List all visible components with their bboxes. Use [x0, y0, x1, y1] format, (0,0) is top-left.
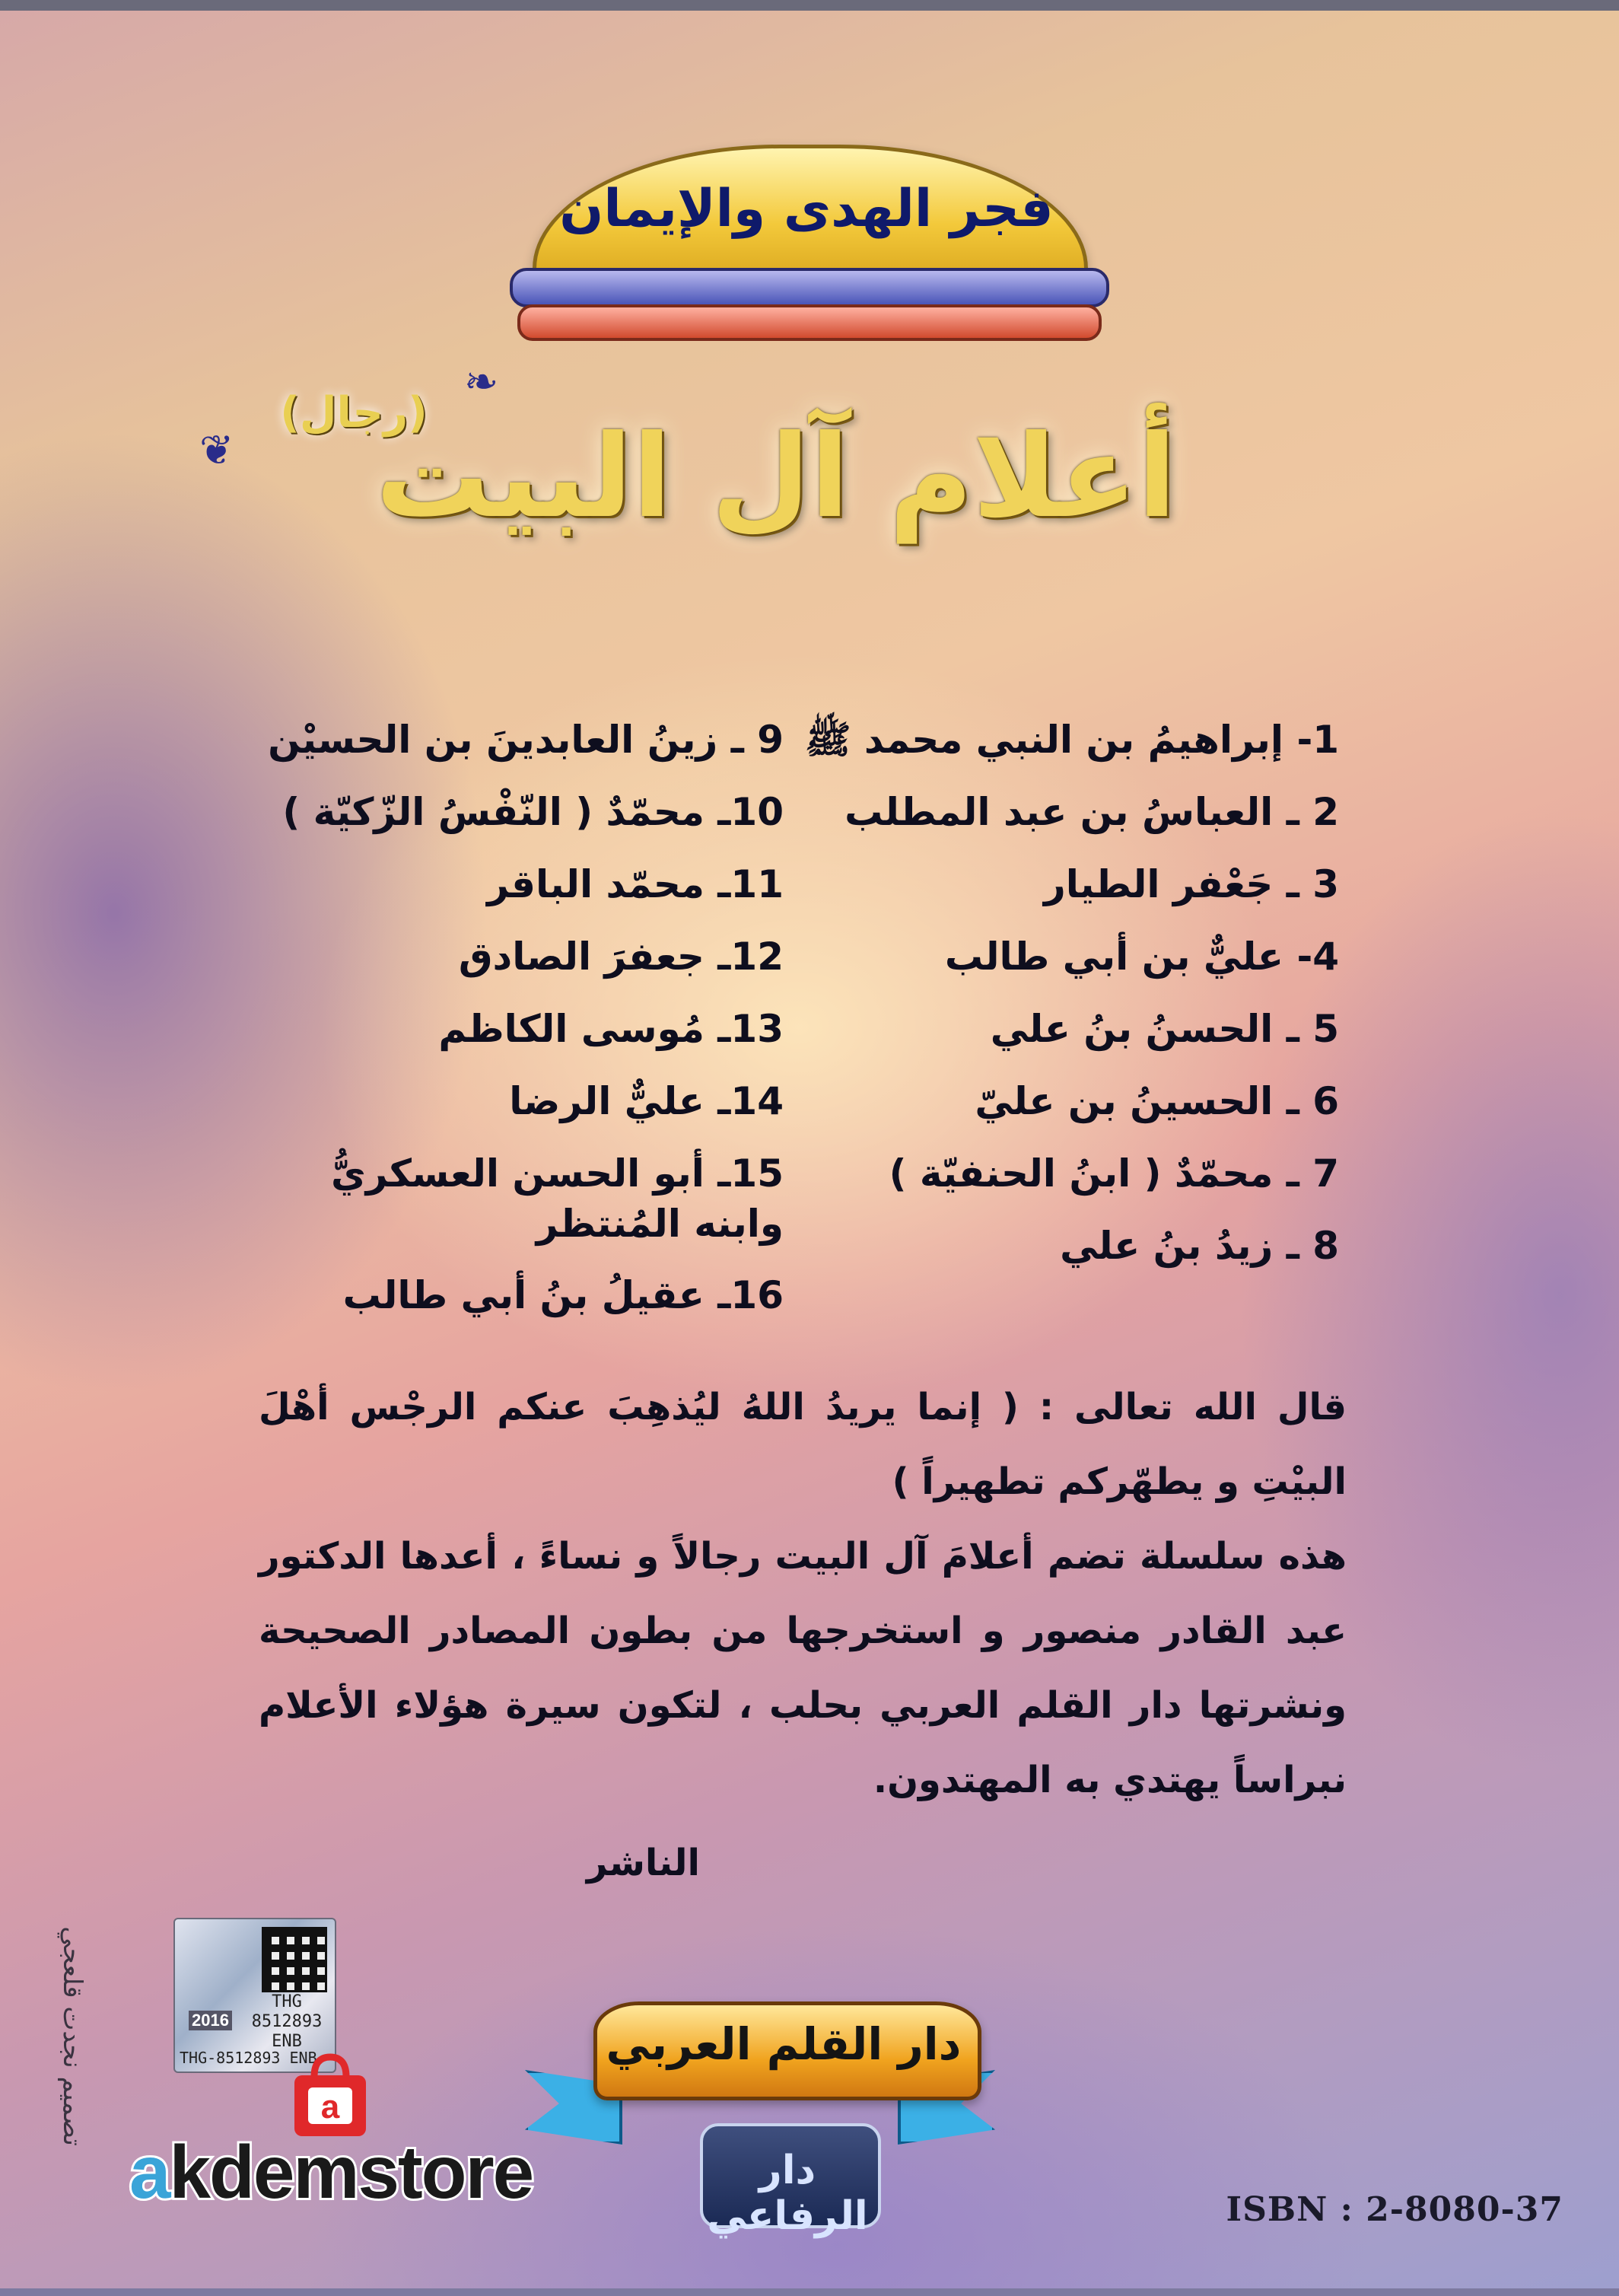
list-item: 1- إبراهيمُ بن النبي محمد ﷺ [805, 718, 1339, 762]
isbn-number: ISBN : 2-8080-37 [1226, 2190, 1563, 2229]
list-item: 10ـ محمّدٌ ( النّفْسُ الزّكيّة ) [282, 790, 784, 834]
publisher-name: دار القلم العربي [606, 2018, 962, 2070]
bottom-edge [0, 2288, 1619, 2296]
quran-quote: قال الله تعالى : ( إنما يريدُ اللهُ ليُذهِبَ عنكم الرجْس أهْلَ البيْتِ و يطهّركم تطهيراً ) [259, 1386, 1347, 1503]
svg-text:a: a [320, 2088, 340, 2126]
list-item: 14ـ عليٌّ الرضا [509, 1079, 784, 1123]
sticker-code: THG 8512893 ENB [251, 1992, 323, 2051]
list-item: 11ـ محمّد الباقر [487, 862, 784, 906]
hologram-sticker [173, 1918, 336, 2073]
titles-list-left [251, 704, 784, 1332]
list-item: 9 ـ زينُ العابدينَ بن الحسيْن [268, 718, 784, 762]
list-item: 4- عليٌّ بن أبي طالب [944, 935, 1339, 979]
book-subtitle: (رجال) [280, 388, 428, 438]
list-item: 6 ـ الحسينُ بن عليّ [975, 1079, 1339, 1123]
sticker-year: 2016 [189, 2011, 232, 2030]
top-edge [0, 0, 1619, 11]
qr-code-icon [262, 1927, 327, 1992]
shopping-bag-icon [285, 2051, 375, 2141]
book-title: أعلام آل البيت [375, 411, 1177, 543]
list-item: 8 ـ زيدُ بنُ علي [1060, 1224, 1339, 1268]
list-item: 3 ـ جَعْفر الطيار [1043, 862, 1339, 906]
store-watermark: akdemstore [129, 2130, 533, 2214]
designer-credit: تصميم نجدت قلعجي [57, 1926, 87, 2146]
imprint-name: دار الرفاعي [707, 2148, 868, 2239]
list-item: 12ـ جعفرَ الصادق [458, 935, 784, 979]
list-item: 15ـ أبو الحسن العسكريُّ وابنه المُنتظر [330, 1151, 784, 1246]
sticker-serial: THG-8512893 ENB [180, 2049, 317, 2067]
list-item: 13ـ مُوسى الكاظم [438, 1007, 784, 1051]
series-description: هذه سلسلة تضم أعلامَ آل البيت رجالاً و نساءً ، أعدها الدكتور عبد القادر منصور و استخرجها من بطون المصادر الصحيحة ونشرتها دار القلم العربي بحلب ، لتكون سيرة هؤلاء الأعلام نبراساً يهتدي به المهتدون. [259, 1535, 1347, 1801]
list-item: 7 ـ محمّدٌ ( ابنُ الحنفيّة ) [889, 1151, 1339, 1196]
list-item: 5 ـ الحسنُ بنُ علي [990, 1007, 1339, 1051]
series-emblem-red-bar [517, 304, 1102, 341]
list-item: 2 ـ العباسُ بن عبد المطلب [844, 790, 1339, 834]
list-item: 16ـ عقيلُ بنُ أبي طالب [342, 1273, 784, 1317]
description [259, 1370, 1347, 1817]
ornament-right-icon: ❧ [464, 358, 499, 406]
series-name: فجر الهدى والإيمان [559, 179, 1054, 239]
publisher-signature: الناشر [586, 1842, 700, 1884]
titles-list-right [805, 704, 1339, 1282]
series-emblem-blue-bar [510, 268, 1109, 307]
ornament-left-icon: ❦ [199, 426, 234, 474]
